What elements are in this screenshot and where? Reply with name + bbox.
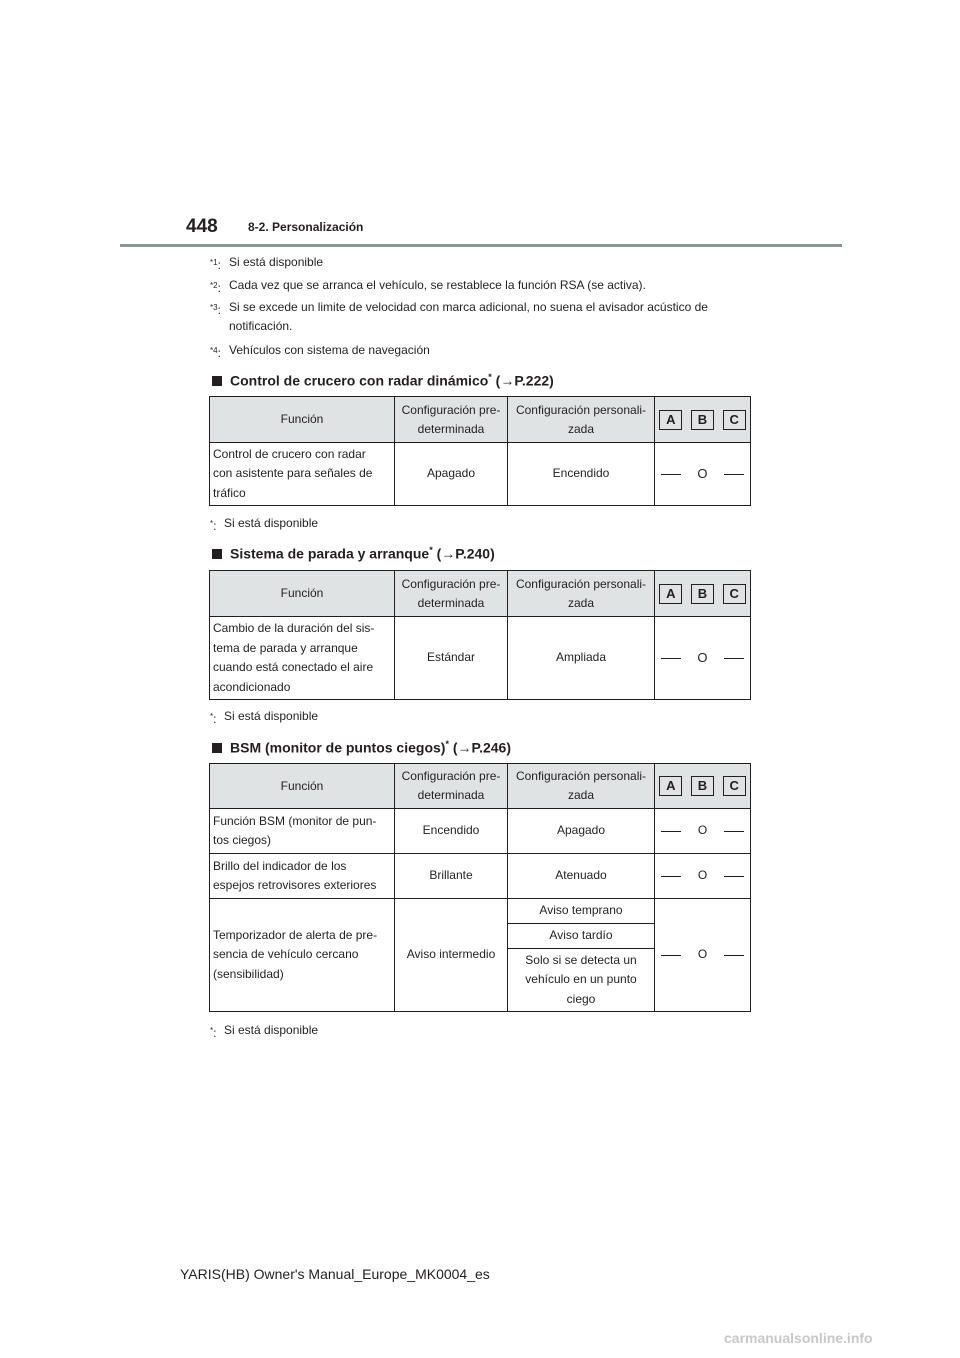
row-c bbox=[719, 809, 751, 854]
row-default: Apagado bbox=[395, 443, 508, 506]
page-number: 448 bbox=[186, 216, 218, 237]
row-custom-option-2: Aviso tardío bbox=[508, 924, 655, 949]
row-custom: Atenuado bbox=[508, 854, 655, 899]
col-header-function: Función bbox=[210, 397, 395, 443]
heading-bsm: BSM (monitor de puntos ciegos)* (→P.246) bbox=[212, 739, 511, 756]
col-header-custom: Configuración personali- zada bbox=[508, 764, 655, 809]
col-header-default: Configuración pre- determinada bbox=[395, 397, 508, 443]
col-header-abc: A B C bbox=[655, 764, 751, 809]
col-header-default: Configuración pre- determinada bbox=[395, 571, 508, 617]
col-header-default: Configuración pre- determinada bbox=[395, 764, 508, 809]
header-rule bbox=[120, 244, 842, 247]
row-a bbox=[655, 899, 687, 1012]
note-bsm: *: Si está disponible bbox=[210, 1023, 319, 1040]
footnote-3: $^{*3}$: Si se excede un limite de velocidad con marca adicional, no suena el avisador acústico de notificación. bbox=[210, 300, 708, 333]
row-function: Temporizador de alerta de pre- sencia de vehículo cercano (sensibilidad) bbox=[210, 899, 395, 1012]
note-cruise-control: *: Si está disponible bbox=[210, 516, 319, 533]
row-abc: O bbox=[655, 617, 751, 700]
table-bsm bbox=[209, 763, 751, 1012]
footnote-2: $^{*2}$: Cada vez que se arranca el vehículo, se restablece la función RSA (se activa). bbox=[210, 278, 646, 295]
row-default: Estándar bbox=[395, 617, 508, 700]
watermark: carmanualsonline.info bbox=[724, 1330, 873, 1346]
col-header-function: Función bbox=[210, 764, 395, 809]
col-header-function: Función bbox=[210, 571, 395, 617]
table-row bbox=[210, 899, 751, 924]
row-function: Cambio de la duración del sis- tema de parada y arranque cuando está conectado el aire acondicionado bbox=[210, 617, 395, 700]
row-default: Brillante bbox=[395, 854, 508, 899]
row-function: Función BSM (monitor de pun- tos ciegos) bbox=[210, 809, 395, 854]
row-b: O bbox=[687, 899, 719, 1012]
row-a bbox=[655, 809, 687, 854]
row-custom: Ampliada bbox=[508, 617, 655, 700]
col-header-abc: A B C bbox=[655, 571, 751, 617]
table-row bbox=[210, 617, 751, 700]
note-stop-start: *: Si está disponible bbox=[210, 709, 319, 726]
heading-stop-start: Sistema de parada y arranque* (→P.240) bbox=[212, 545, 495, 562]
row-b: O bbox=[687, 809, 719, 854]
heading-cruise-control: Control de crucero con radar dinámico* (→P.222) bbox=[212, 372, 554, 389]
table-row bbox=[210, 854, 751, 899]
row-function: Brillo del indicador de los espejos retrovisores exteriores bbox=[210, 854, 395, 899]
row-custom-option-3: Solo si se detecta un vehículo en un punto ciego bbox=[508, 949, 655, 1012]
row-function: Control de crucero con radar con asistente para señales de tráfico bbox=[210, 443, 395, 506]
footnote-1: $^{*1}$: Si está disponible bbox=[210, 255, 324, 272]
row-custom: Encendido bbox=[508, 443, 655, 506]
col-header-custom: Configuración personali- zada bbox=[508, 397, 655, 443]
row-c bbox=[719, 899, 751, 1012]
bullet-square-icon bbox=[212, 376, 222, 386]
footnote-4: $^{*4}$: Vehículos con sistema de navegación bbox=[210, 343, 430, 360]
bullet-square-icon bbox=[212, 743, 222, 753]
row-default: Encendido bbox=[395, 809, 508, 854]
section-title: 8-2. Personalización bbox=[248, 220, 364, 234]
table-row bbox=[210, 443, 751, 506]
table-stop-start bbox=[209, 570, 751, 700]
footer-manual-id: YARIS(HB) Owner's Manual_Europe_MK0004_es bbox=[180, 1266, 490, 1282]
row-abc: O bbox=[655, 443, 751, 506]
row-custom: Apagado bbox=[508, 809, 655, 854]
table-cruise-control bbox=[209, 396, 751, 506]
col-header-abc: A B C bbox=[655, 397, 751, 443]
col-header-custom: Configuración personali- zada bbox=[508, 571, 655, 617]
row-c bbox=[719, 854, 751, 899]
bullet-square-icon bbox=[212, 549, 222, 559]
row-custom-option-1: Aviso temprano bbox=[508, 899, 655, 924]
row-default: Aviso intermedio bbox=[395, 899, 508, 1012]
row-a bbox=[655, 854, 687, 899]
table-row bbox=[210, 809, 751, 854]
row-b: O bbox=[687, 854, 719, 899]
